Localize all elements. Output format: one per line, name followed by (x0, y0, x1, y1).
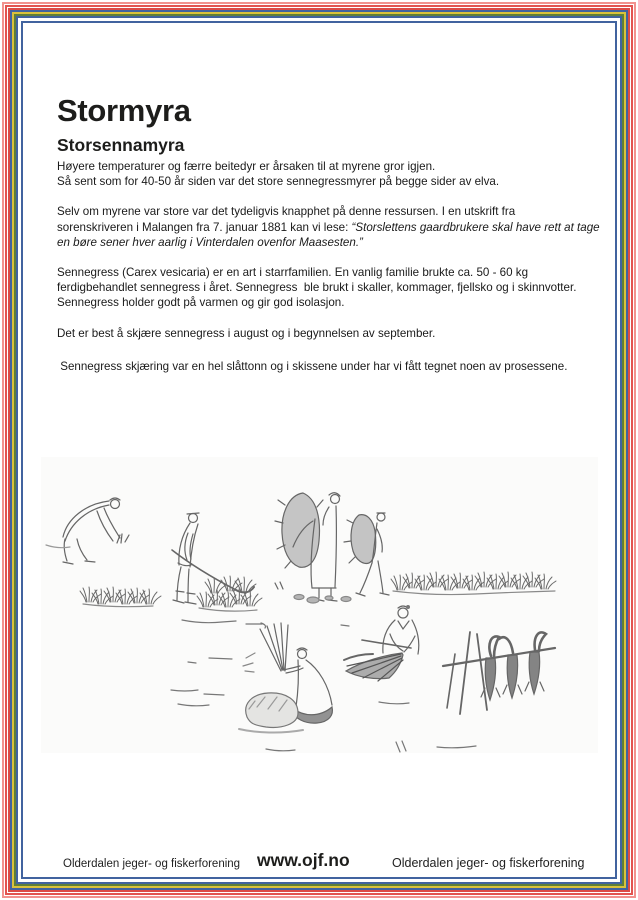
footer-association-left: Olderdalen jeger- og fiskerforening (63, 858, 241, 870)
quote-text: en børe sener hver aarlig i Vinterdalen ovenfor Maasesten.” (57, 235, 363, 249)
ground-strokes (171, 620, 476, 752)
drying-rack (443, 632, 555, 714)
sennegress-harvest-sketch (41, 457, 598, 753)
text-line: Selv om myrene var store var det tydeligvis knapphet på denne ressursen. I en utskrift fra (57, 205, 516, 219)
text-line: Høyere temperaturer og færre beitedyr er årsaken til at myrene gror igjen. (57, 160, 436, 173)
figure-bundle-carriers (275, 493, 389, 603)
text-line: Sennegress holder godt på varmen og gir god isolasjon. (57, 296, 345, 310)
quote-text: “Storslettens gaardbrukere skal have rett at tage (351, 220, 600, 234)
text-normal: sorenskriveren i Malangen fra 7. januar 1881 kan vi lese: (57, 220, 352, 234)
text-line: Sennegress (Carex vesicaria) er en art i starrfamilien. En vanlig familie brukte ca. 50 - 60 kg (57, 266, 529, 280)
body-text (57, 159, 602, 389)
figure-bent-cutter (46, 498, 129, 564)
paragraph-5 (57, 359, 602, 374)
paragraph-3 (57, 265, 602, 311)
footer-website-url: www.ojf.no (257, 850, 350, 870)
text-line: Det er best å skjære sennegress i august og i begynnelsen av september. (57, 326, 436, 340)
footer-association-right: Olderdalen jeger- og fiskerforening (392, 856, 585, 870)
text-line: Så sent som for 40-50 år siden var det store sennegressmyrer på begge sider av elva. (57, 175, 500, 189)
figure-combing-woman (344, 605, 419, 681)
text-line: ferdigbehandlet sennegress i året. Sennegress ble brukt i skaller, kommager, fjellsko og i skinnvotter. (57, 281, 577, 295)
grass-clump-middle (197, 576, 262, 611)
figure-beating-on-rock (239, 623, 332, 733)
text-line: Sennegress skjæring var en hel slåttonn og i skissene under har vi fått tegnet noen av prosessene. (57, 359, 568, 373)
page-title: Stormyra (57, 92, 191, 128)
text-line (57, 220, 602, 235)
paragraph-2 (57, 204, 602, 250)
grass-row-left (80, 587, 161, 607)
paragraph-4 (57, 326, 602, 341)
grass-row-right (391, 572, 556, 595)
page-subtitle: Storsennamyra (57, 134, 185, 155)
paragraph-1 (57, 159, 602, 189)
